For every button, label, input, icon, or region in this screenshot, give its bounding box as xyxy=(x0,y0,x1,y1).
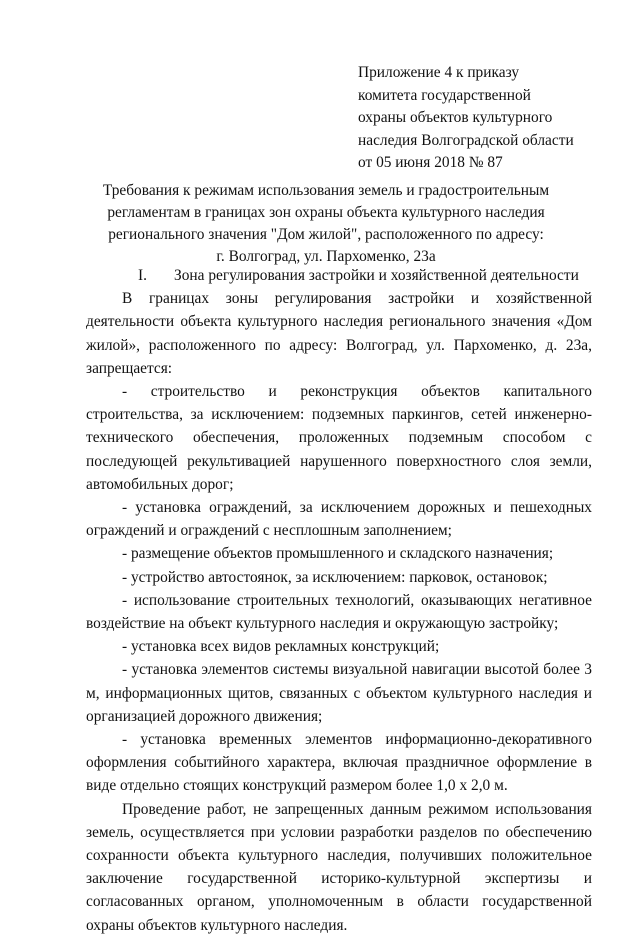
title-line: регламентам в границах зон охраны объекта культурного наследия xyxy=(107,204,545,221)
annex-line: комитета государственной xyxy=(358,86,531,104)
section-heading xyxy=(86,264,592,287)
restriction-item: - размещение объектов промышленного и складского назначения; xyxy=(122,545,554,563)
annex-line: наследия Волгоградской области xyxy=(358,131,574,149)
restriction-item: - строительство и реконструкция объектов капитального строительства, за исключением: подземных паркингов, сетей инженерно-технического обеспечения, проложенных подземным способом с последующей рекультивацией нарушенного поверхностного слоя земли, автомобильных дорог; xyxy=(86,383,592,493)
annex-note xyxy=(358,62,628,175)
restriction-item: - установка ограждений, за исключением дорожных и пешеходных ограждений и ограждений с несплошным заполнением; xyxy=(86,499,592,540)
restriction-item: - установка временных элементов информационно-декоративного оформления событийного характера, включая праздничное оформление в виде отдельно стоящих конструкций размером более 1,0 х 2,0 м. xyxy=(86,731,592,795)
intro-paragraph: В границах зоны регулирования застройки и хозяйственной деятельности объекта культурного наследия регионального значения «Дом жилой», расположенного по адресу: Волгоград, ул. Пархоменко, д. 23а, запрещается: xyxy=(86,290,592,377)
title-line: регионального значения "Дом жилой", расположенного по адресу: xyxy=(108,226,544,243)
section-heading-text: Зона регулирования застройки и хозяйственной деятельности xyxy=(174,267,579,284)
document-title xyxy=(60,180,592,268)
restriction-item: - использование строительных технологий, оказывающих негативное воздействие на объект культурного наследия и окружающую застройку; xyxy=(86,591,592,633)
section-number: I. xyxy=(138,267,147,284)
restriction-item: - устройство автостоянок, за исключением: парковок, остановок; xyxy=(122,568,548,586)
document-body xyxy=(86,264,592,937)
annex-line: Приложение 4 к приказу xyxy=(358,64,520,81)
title-line: Требования к режимам использования земель и градостроительным xyxy=(102,182,550,199)
title-line: г. Волгоград, ул. Пархоменко, 23а xyxy=(216,248,436,265)
restriction-item: - установка элементов системы визуальной навигации высотой более 3 м, информационных щитов, связанных с объектом культурного наследия и организацией дорожного движения; xyxy=(86,661,592,725)
restriction-item: - установка всех видов рекламных конструкций; xyxy=(122,638,440,656)
annex-line: охраны объектов культурного xyxy=(358,109,553,127)
closing-paragraph: Проведение работ, не запрещенных данным режимом использования земель, осуществляется при условии разработки разделов по обеспечению сохранности объекта культурного наследия, получивших положительное заключение государственной историко-культурной экспертизы и согласованных органом, уполномоченным в области государственной охраны объектов культурного наследия. xyxy=(86,800,592,934)
annex-line: от 05 июня 2018 № 87 xyxy=(358,154,503,172)
